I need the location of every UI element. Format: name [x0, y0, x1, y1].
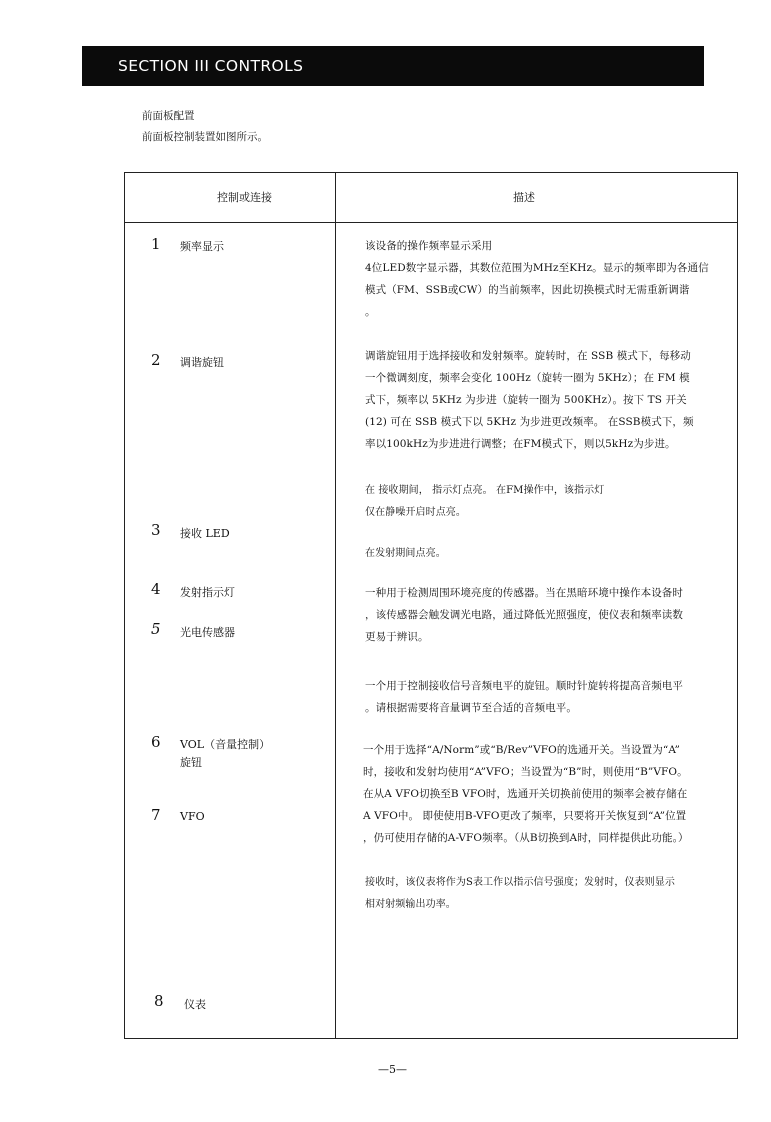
description-line: 模式（FM、SSB或CW）的当前频率，因此切换模式时无需重新调谐 — [365, 284, 690, 296]
section-header-banner — [82, 46, 704, 86]
description-line: 一个微调刻度，频率会变化 100Hz（旋转一圈为 5KHz）；在 FM 模 — [365, 372, 690, 384]
control-number: 5 — [151, 620, 161, 638]
description-line: 调谐旋钮用于选择接收和发射频率。旋转时，在 SSB 模式下，每移动 — [365, 350, 691, 362]
control-label: 发射指示灯 — [180, 586, 235, 599]
description-tuning-knob — [365, 345, 694, 455]
control-number: 1 — [151, 235, 161, 253]
description-line: 更易于辨识。 — [365, 631, 429, 643]
description-line: 式下，频率以 5KHz 为步进（旋转一圈为 500KHz）。按下 TS 开关 — [365, 394, 687, 406]
description-frequency-display — [365, 235, 709, 323]
control-label-line2: 旋钮 — [180, 756, 202, 769]
description-volume-knob — [365, 675, 683, 719]
description-photo-sensor — [365, 582, 683, 648]
control-label: 光电传感器 — [180, 626, 235, 639]
control-label: 仪表 — [184, 998, 206, 1011]
description-line: 率以100kHz为步进进行调整；在FM模式下，则以5kHz为步进。 — [365, 438, 676, 450]
description-line: 该设备的操作频率显示采用 — [365, 240, 493, 252]
column-divider — [335, 173, 336, 1038]
description-line: ，仍可使用存储的A-VFO频率。（从B切换到A时，同样提供此功能。） — [363, 832, 689, 844]
control-label: 调谐旋钮 — [180, 356, 224, 369]
control-label: VOL（音量控制） — [180, 738, 271, 751]
header-control: 控制或连接 — [217, 191, 272, 204]
description-line: 在发射期间点亮。 — [365, 548, 446, 559]
control-number: 2 — [151, 351, 161, 369]
description-line: 。 — [365, 306, 376, 318]
intro-text: 前面板控制装置如图所示。 — [142, 131, 268, 143]
description-line: 一个用于控制接收信号音频电平的旋钮。顺时针旋转将提高音频电平 — [365, 680, 683, 692]
control-label: 接收 LED — [180, 527, 230, 540]
control-label: VFO — [180, 810, 205, 823]
intro-heading: 前面板配置 — [142, 110, 195, 122]
description-line: 接收时，该仪表将作为S表工作以指示信号强度；发射时，仪表则显示 — [365, 877, 675, 888]
description-line: 仅在静噪开启时点亮。 — [365, 507, 466, 518]
description-meter — [365, 872, 675, 916]
description-line: 在从A VFO切换至B VFO时，选通开关切换前使用的频率会被存储在 — [363, 788, 688, 800]
description-line: 4位LED数字显示器，其数位范围为MHz至KHz。显示的频率即为各通信 — [365, 262, 709, 274]
description-line: 一个用于选择“A/Norm”或“B/Rev”VFO的选通开关。当设置为“A” — [363, 744, 680, 756]
control-number: 6 — [151, 733, 161, 751]
description-receive-led — [365, 480, 604, 524]
control-number: 7 — [151, 806, 161, 824]
header-description: 描述 — [513, 191, 535, 204]
description-line: A VFO中。 即使使用B-VFO更改了频率，只要将开关恢复到“A”位置 — [363, 810, 687, 822]
description-line: 。请根据需要将音量调节至合适的音频电平。 — [365, 702, 577, 714]
page-number: —5— — [378, 1063, 407, 1076]
description-line: 时，接收和发射均使用“A”VFO；当设置为“B”时，则使用“B”VFO。 — [363, 766, 688, 778]
description-line: ，该传感器会触发调光电路，通过降低光照强度，使仪表和频率读数 — [365, 609, 683, 621]
control-label: 频率显示 — [180, 240, 224, 253]
description-line: 一种用于检测周围环境亮度的传感器。当在黑暗环境中操作本设备时 — [365, 587, 683, 599]
description-line: (12) 可在 SSB 模式下以 5KHz 为步进更改频率。 在SSB模式下，频 — [365, 416, 694, 428]
header-divider — [125, 222, 737, 223]
description-line: 在 接收期间， 指示灯点亮。 在FM操作中，该指示灯 — [365, 485, 605, 496]
description-line: 相对射频输出功率。 — [365, 899, 456, 910]
section-title: SECTION III CONTROLS — [118, 57, 304, 75]
control-number: 8 — [154, 992, 164, 1010]
description-vfo-switch — [363, 739, 689, 849]
control-number: 4 — [151, 580, 161, 598]
control-number: 3 — [151, 521, 161, 539]
description-transmit-indicator — [365, 543, 446, 565]
